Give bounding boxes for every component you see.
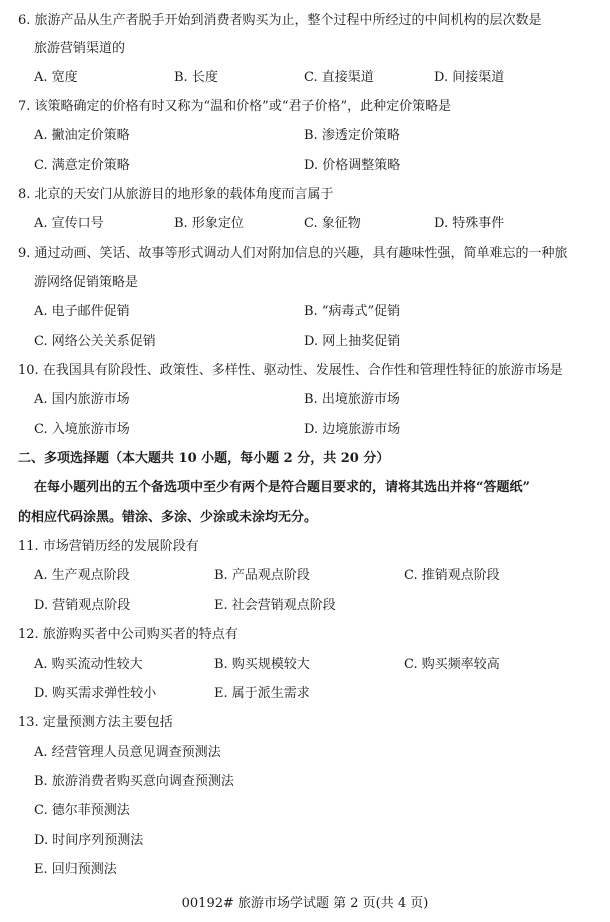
q6-stem-line-1: 6. 旅游产品从生产者脱手开始到消费者购买为止，整个过程中所经过的中间机构的层次数是 xyxy=(18,13,542,28)
q11-option-c: C. 推销观点阶段 xyxy=(404,568,500,583)
q9-option-c: C. 网络公关关系促销 xyxy=(34,334,156,349)
q11-option-e: E. 社会营销观点阶段 xyxy=(214,598,336,613)
q7-option-a: A. 撇油定价策略 xyxy=(34,128,130,143)
q8-option-a: A. 宣传口号 xyxy=(34,216,104,231)
q12-stem-line-1: 12. 旅游购买者中公司购买者的特点有 xyxy=(18,627,238,642)
q12-option-a: A. 购买流动性较大 xyxy=(34,657,143,672)
q11-option-b: B. 产品观点阶段 xyxy=(214,568,310,583)
q6-option-c: C. 直接渠道 xyxy=(304,70,374,85)
q13-stem-line-1: 13. 定量预测方法主要包括 xyxy=(18,715,173,730)
q12-option-d: D. 购买需求弹性较小 xyxy=(34,686,157,701)
q6-stem-line-2: 旅游营销渠道的 xyxy=(34,41,126,56)
q13-option-d: D. 时间序列预测法 xyxy=(34,833,144,848)
q11-option-d: D. 营销观点阶段 xyxy=(34,598,131,613)
section-2-instruction-line-2: 的相应代码涂黑。错涂、多涂、少涂或未涂均无分。 xyxy=(18,510,318,525)
q13-option-a: A. 经营管理人员意见调查预测法 xyxy=(34,745,221,760)
q12-option-e: E. 属于派生需求 xyxy=(214,686,310,701)
q12-option-c: C. 购买频率较高 xyxy=(404,657,500,672)
q13-option-b: B. 旅游消费者购买意向调查预测法 xyxy=(34,774,234,789)
q13-option-e: E. 回归预测法 xyxy=(34,862,117,877)
q7-option-d: D. 价格调整策略 xyxy=(304,158,401,173)
q10-option-a: A. 国内旅游市场 xyxy=(34,392,130,407)
q7-option-b: B. 渗透定价策略 xyxy=(304,128,400,143)
q8-option-b: B. 形象定位 xyxy=(174,216,244,231)
q9-option-a: A. 电子邮件促销 xyxy=(34,304,130,319)
q10-stem-line-1: 10. 在我国具有阶段性、政策性、多样性、驱动性、发展性、合作性和管理性特征的旅游市场是 xyxy=(18,363,563,378)
q11-stem-line-1: 11. 市场营销历经的发展阶段有 xyxy=(18,539,199,554)
page-footer: 00192# 旅游市场学试题 第 2 页(共 4 页) xyxy=(181,896,429,911)
q7-option-c: C. 满意定价策略 xyxy=(34,158,130,173)
q9-option-d: D. 网上抽奖促销 xyxy=(304,334,401,349)
q7-stem-line-1: 7. 该策略确定的价格有时又称为“温和价格”或“君子价格”，此种定价策略是 xyxy=(18,99,452,114)
q12-option-b: B. 购买规模较大 xyxy=(214,657,310,672)
q10-option-b: B. 出境旅游市场 xyxy=(304,392,400,407)
q6-option-d: D. 间接渠道 xyxy=(434,70,505,85)
q8-option-c: C. 象征物 xyxy=(304,216,361,231)
section-2-instruction-line-1: 在每小题列出的五个备选项中至少有两个是符合题目要求的，请将其选出并将“答题纸” xyxy=(34,480,530,495)
q11-option-a: A. 生产观点阶段 xyxy=(34,568,130,583)
q13-option-c: C. 德尔菲预测法 xyxy=(34,803,130,818)
q10-option-c: C. 入境旅游市场 xyxy=(34,422,130,437)
q10-option-d: D. 边境旅游市场 xyxy=(304,422,401,437)
section-2-title: 二、多项选择题（本大题共 10 小题，每小题 2 分，共 20 分） xyxy=(18,451,390,466)
q9-option-b: B. “病毒式”促销 xyxy=(304,304,401,319)
q8-stem-line-1: 8. 北京的天安门从旅游目的地形象的载体角度而言属于 xyxy=(18,187,334,202)
q8-option-d: D. 特殊事件 xyxy=(434,216,505,231)
q6-option-a: A. 宽度 xyxy=(34,70,78,85)
q6-option-b: B. 长度 xyxy=(174,70,218,85)
q9-stem-line-1: 9. 通过动画、笑话、故事等形式调动人们对附加信息的兴趣，具有趣味性强，简单难忘的一种旅 xyxy=(18,246,568,261)
q9-stem-line-2: 游网络促销策略是 xyxy=(34,275,139,290)
